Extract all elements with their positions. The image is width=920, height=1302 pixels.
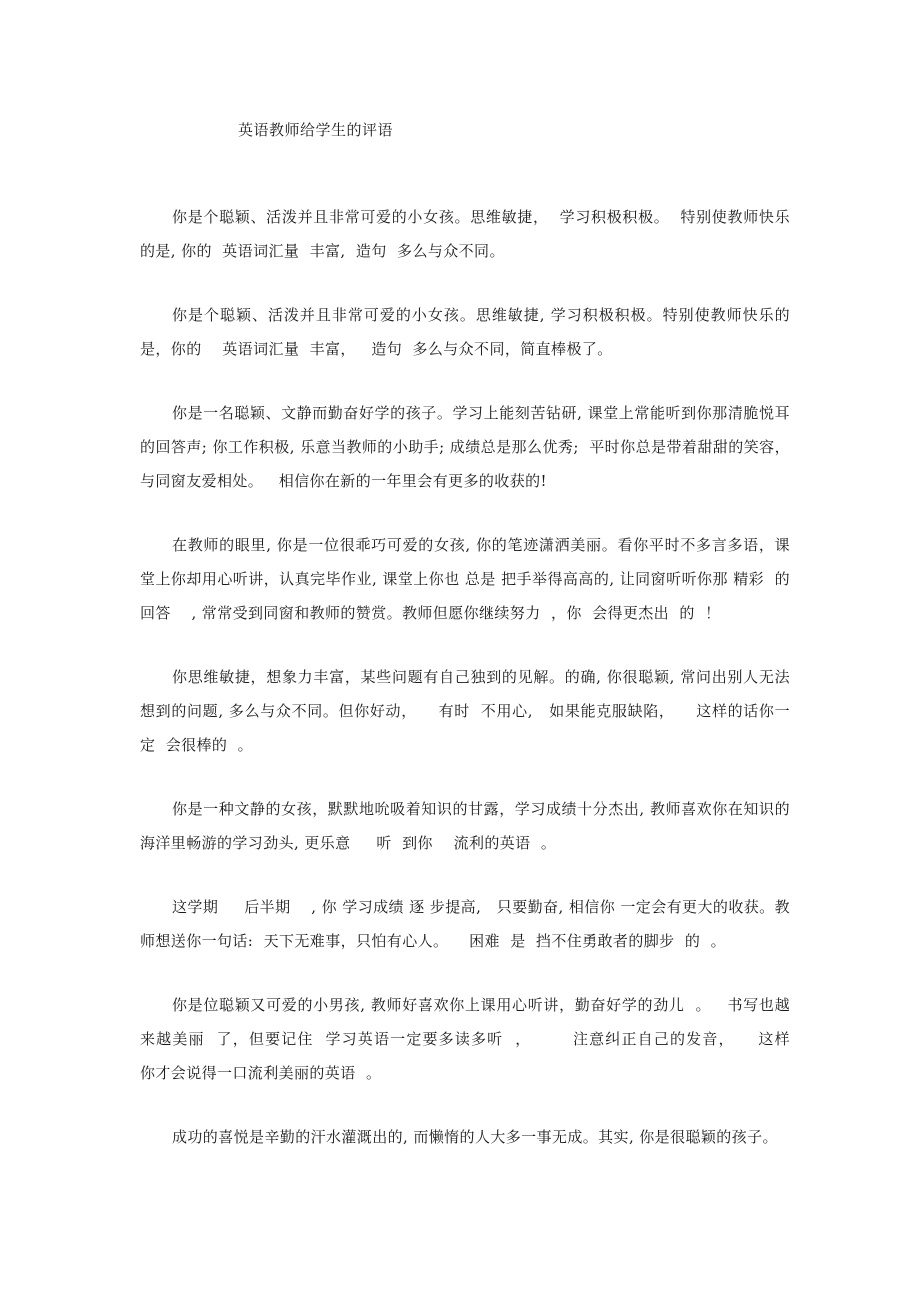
comment-paragraph-8: 你是位聪颖又可爱的小男孩, 教师好喜欢你上课用心听讲，勤奋好学的劲儿 。 书写也越来越美丽 了，但要记住 学习英语一定要多读多听 ， 注意纠正自己的发音， 这样 你才会说得一口流利美丽的英语 。 bbox=[140, 996, 816, 1082]
document-title: 英语教师给学生的评语 bbox=[238, 121, 394, 139]
comment-paragraph-2: 你是个聪颖、活泼并且非常可爱的小女孩。思维敏捷, 学习积极积极。特别使教师快乐的是，你的 英语词汇量 丰富， 造句 多么与众不同，简直棒极了。 bbox=[140, 306, 790, 358]
comment-paragraph-6: 你是一种文静的女孩，默默地吮吸着知识的甘露，学习成绩十分杰出, 教师喜欢你在知识的海洋里畅游的学习劲头, 更乐意 听 到你 流利的英语 。 bbox=[140, 800, 790, 852]
document-body bbox=[140, 200, 816, 1184]
comment-paragraph-9: 成功的喜悦是辛勤的汗水灌溉出的, 而懒惰的人大多一事无成。其实, 你是很聪颖的孩子。 bbox=[172, 1128, 778, 1146]
comment-paragraph-7: 这学期 后半期 , 你 学习成绩 逐 步提高, 只要勤奋, 相信你 一定会有更大的收获。教师想送你一句话: 天下无难事，只怕有心人。 困难 是 挡不住勇敢者的脚步 的 。 bbox=[140, 898, 790, 950]
comment-paragraph-3: 你是一名聪颖、文静而勤奋好学的孩子。学习上能刻苦钻研, 课堂上常能听到你那清脆悦耳的回答声; 你工作积极, 乐意当教师的小助手; 成绩总是那么优秀; 平时你总是带着甜甜的笑容，与同窗友爱相处。 相信你在新的一年里会有更多的收获的! bbox=[140, 404, 790, 490]
comment-paragraph-5: 你思维敏捷，想象力丰富，某些问题有自己独到的见解。的确, 你很聪颖, 常问出别人无法想到的问题, 多么与众不同。但你好动， 有时 不用心, 如果能克服缺陷， 这样的话你一定 会很棒的 。 bbox=[140, 668, 790, 754]
comment-paragraph-1: 你是个聪颖、活泼并且非常可爱的小女孩。思维敏捷， 学习积极积极。 特别使教师快乐的是, 你的 英语词汇量 丰富, 造句 多么与众不同。 bbox=[140, 208, 790, 260]
comment-paragraph-4: 在教师的眼里, 你是一位很乖巧可爱的女孩, 你的笔迹潇洒美丽。看你平时不多言多语，课堂上你却用心听讲，认真完毕作业, 课堂上你也 总是 把手举得高高的, 让同窗听听你那 精彩 的 回答 , 常常受到同窗和教师的赞赏。教师但愿你继续努力 ，你 会得更杰出 的 ！ bbox=[140, 536, 811, 622]
